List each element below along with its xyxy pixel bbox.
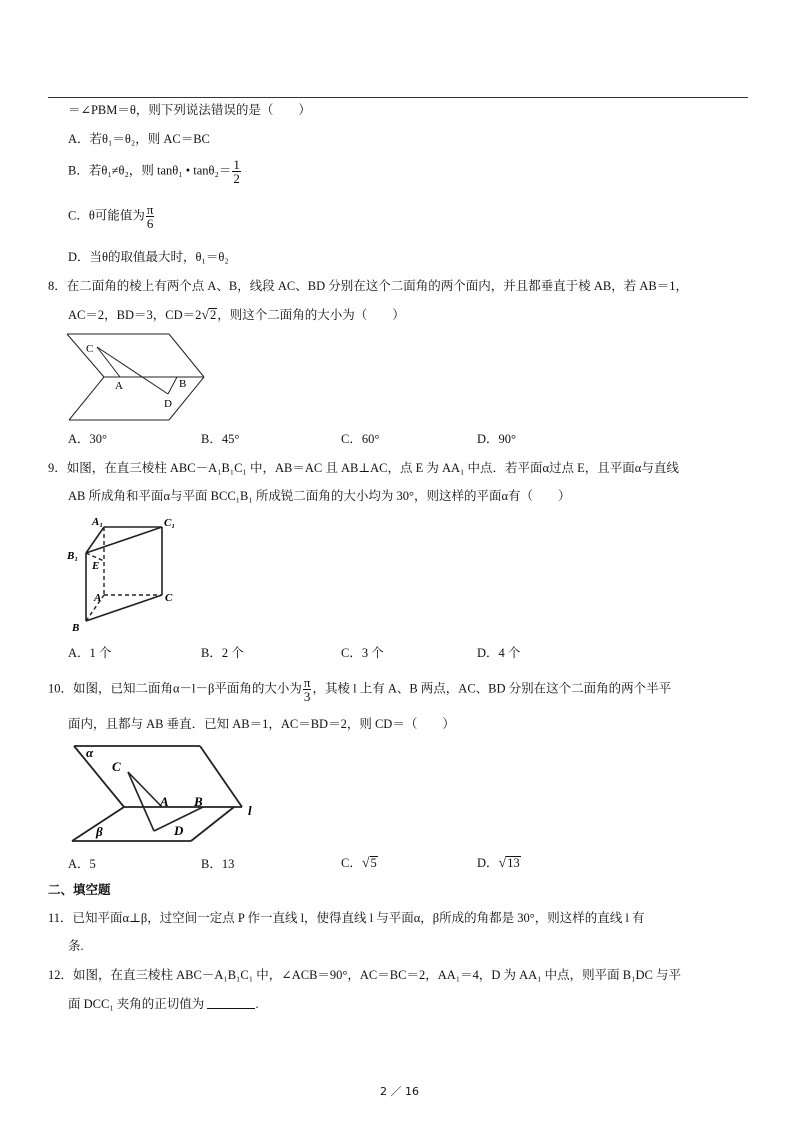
label-alpha: α [86, 745, 94, 760]
q12-stem-line1: 12．如图，在直三棱柱 ABC－A₁B₁C₁ 中，∠ACB＝90°，AC＝BC＝2，AA₁＝4，D 为 AA₁ 中点，则平面 B₁DC 与平 [48, 968, 681, 982]
q7-option-b [68, 158, 242, 185]
q7-option-b-text: B．若θ₁≠θ₂，则 tanθ₁ • tanθ₂＝ [68, 163, 232, 178]
label-d: D [174, 823, 184, 838]
q11-stem-line1: 11．已知平面α⊥β，过空间一定点 P 作一直线 l，使得直线 l 与平面α，β所成的角都是 30°，则这样的直线 l 有 [48, 911, 645, 925]
fraction-numerator: 1 [233, 157, 240, 172]
label-c: C [112, 759, 121, 774]
upper-plane-left-edge [67, 334, 104, 377]
q10-stem-text-end: ，其棱 l 上有 A、B 两点，AC、BD 分别在这个二面角的两个半平 [312, 681, 672, 696]
q7-option-c-text: C．θ可能值为 [68, 208, 145, 223]
sqrt-icon: √ [201, 308, 210, 323]
q9-stem-line2: AB 所成角和平面α与平面 BCC₁B₁ 所成锐二面角的大小均为 30°，则这样的平面α有（ ） [68, 489, 571, 503]
q12-stem-line2 [68, 998, 259, 1011]
label-c: C [86, 343, 94, 355]
q10-option-c [341, 856, 378, 871]
fraction-numerator: π [146, 202, 154, 217]
segment-ca [128, 772, 162, 807]
edge-b1c1 [86, 527, 162, 553]
header-rule [48, 97, 748, 98]
q9-option-b: B．2 个 [201, 646, 244, 660]
label-c1: C₁ [164, 517, 176, 529]
label-beta: β [96, 824, 103, 839]
label-a: A [115, 380, 123, 392]
label-e: E [92, 560, 100, 572]
q12-stem-text: 面 DCC₁ 夹角的正切值为 [68, 997, 205, 1011]
alpha-left-edge [74, 746, 124, 807]
q10-option-b: B．13 [201, 857, 235, 871]
label-c: C [165, 592, 173, 604]
upper-plane-right-edge [169, 334, 204, 377]
q8-stem-line1: 8．在二面角的棱上有两个点 A、B，线段 AC、BD 分别在这个二面角的两个面内，并且都垂直于棱 AB，若 AB＝1， [48, 279, 688, 293]
q10-fraction [303, 676, 312, 703]
q9-option-a: A．1 个 [68, 646, 112, 660]
section-title: 二、填空题 [48, 882, 111, 897]
alpha-right-edge [200, 746, 242, 807]
label-a1: A₁ [92, 516, 104, 528]
q7-option-a: A．若θ₁＝θ₂，则 AC＝BC [68, 132, 210, 146]
label-b1: B₁ [67, 550, 79, 562]
segment-cd [128, 772, 154, 831]
lower-plane-right-edge [169, 377, 204, 420]
q8-option-d: D．90° [477, 432, 517, 446]
segment-cd [97, 347, 168, 394]
fraction-denominator: 2 [233, 171, 240, 186]
q8-radicand: 2 [210, 308, 217, 322]
q8-stem-line2 [68, 308, 405, 323]
answer-blank[interactable] [207, 998, 255, 1009]
label-b: B [72, 622, 80, 634]
sqrt-icon: √ [361, 856, 370, 871]
q10-stem-line1 [48, 676, 671, 703]
q8-option-a: A．30° [68, 432, 108, 446]
q12-stem-text-end: . [255, 997, 259, 1011]
q10-stem-line2: 面内，且都与 AB 垂直．已知 AB＝1，AC＝BD＝2，则 CD＝（ ） [68, 717, 455, 731]
q8-stem-text-end: ，则这个二面角的大小为（ ） [217, 308, 405, 322]
q9-prism-figure [62, 515, 188, 635]
q8-stem-text: AC＝2，BD＝3，CD＝2 [68, 308, 202, 322]
q8-dihedral-figure [64, 330, 214, 422]
q7-stem-tail: ＝∠PBM＝θ，则下列说法错误的是（ ） [68, 103, 311, 117]
label-a: A [94, 592, 102, 604]
label-b: B [194, 794, 203, 809]
q10-option-d-label: D． [477, 856, 499, 870]
beta-right-edge [191, 807, 234, 841]
sqrt-icon: √ [498, 856, 507, 871]
q11-stem-line2: 条. [68, 939, 84, 953]
q7-option-b-fraction [232, 158, 241, 185]
segment-db [168, 377, 177, 394]
q10-option-c-radicand: 5 [370, 856, 377, 870]
q9-stem-line1: 9．如图，在直三棱柱 ABC－A₁B₁C₁ 中，AB＝AC 且 AB⊥AC，点 E 为 AA₁ 中点．若平面α过点 E，且平面α与直线 [48, 461, 679, 475]
fraction-denominator: 6 [146, 216, 154, 231]
q7-option-c-fraction [146, 203, 155, 230]
q10-option-c-label: C． [341, 856, 362, 870]
q10-stem-text: 10．如图，已知二面角α－l－β平面角的大小为 [48, 681, 302, 696]
lower-plane-left-edge [69, 377, 104, 420]
label-d: D [164, 398, 172, 410]
label-a: A [160, 794, 169, 809]
q7-option-d: D．当θ的取值最大时，θ₁＝θ₂ [68, 250, 229, 264]
q8-option-c: C．60° [341, 432, 380, 446]
q9-option-d: D．4 个 [477, 646, 521, 660]
q8-option-b: B．45° [201, 432, 240, 446]
q10-dihedral-figure [66, 740, 266, 846]
label-l: l [248, 803, 252, 818]
q9-option-c: C．3 个 [341, 646, 384, 660]
page-number: 2 ／ 16 [380, 1085, 419, 1098]
label-b: B [179, 378, 187, 390]
q10-option-d-radicand: 13 [507, 856, 520, 870]
q10-option-d [477, 856, 521, 871]
fraction-denominator: 3 [303, 689, 311, 704]
q7-option-c [68, 203, 155, 230]
fraction-numerator: π [303, 675, 311, 690]
q10-option-a: A．5 [68, 857, 96, 871]
